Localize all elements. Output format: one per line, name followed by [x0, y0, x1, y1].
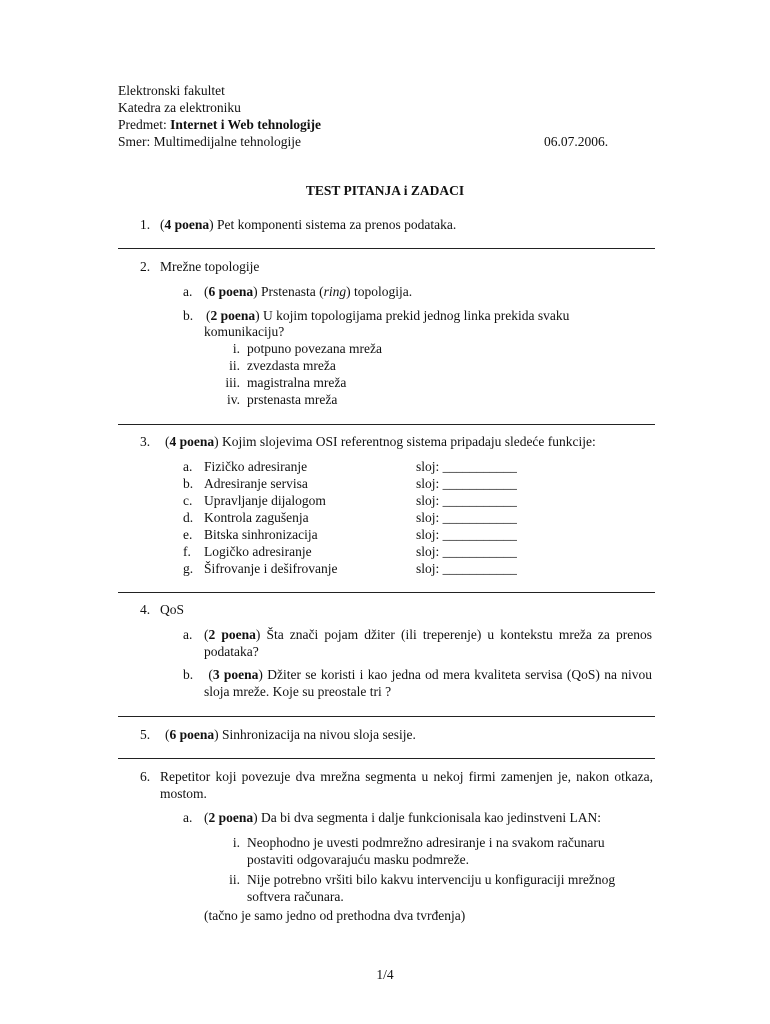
q2b-opt3: magistralna mreža	[247, 375, 347, 390]
q6a-opt1-num: i.	[232, 835, 240, 850]
q2b-opt4-num: iv.	[227, 392, 240, 407]
q6a-label: a.	[183, 810, 193, 825]
q3-number: 3.	[140, 434, 151, 449]
q2b-opt2-num: ii.	[229, 358, 240, 373]
q6a-opt2: Nije potrebno vršiti bilo kakvu intervenciju u konfiguraciji mrežnog	[247, 872, 616, 887]
q6a-note: (tačno je samo jedno od prethodna dva tvrđenja)	[204, 908, 466, 923]
q1-text: (4 poena) Pet komponenti sistema za prenos podataka.	[160, 217, 457, 232]
exam-date: 06.07.2006.	[544, 134, 609, 149]
faculty-name: Elektronski fakultet	[118, 83, 225, 98]
q3-item-d-blank: sloj: ___________	[416, 510, 517, 525]
q2b-label: b.	[183, 308, 194, 323]
q6a-opt2-cont: softvera računara.	[247, 889, 344, 904]
subject-label: Predmet:	[118, 117, 171, 132]
q3-item-e-blank: sloj: ___________	[416, 527, 517, 542]
q6a-opt2-num: ii.	[229, 872, 240, 887]
q2a-label: a.	[183, 284, 193, 299]
q3-item-a: Fizičko adresiranje	[204, 459, 308, 474]
q6a-text: (2 poena) Da bi dva segmenta i dalje funkcionisala kao jedinstveni LAN:	[204, 810, 602, 825]
divider-3	[118, 592, 655, 593]
q3-item-b-blank: sloj: ___________	[416, 476, 517, 491]
q2b-opt4: prstenasta mreža	[247, 392, 338, 407]
q2b-opt3-num: iii.	[225, 375, 240, 390]
divider-2	[118, 424, 655, 425]
q3-item-f-blank: sloj: ___________	[416, 544, 517, 559]
q3-item-c-label: c.	[183, 493, 193, 508]
q3-item-g-blank: sloj: ___________	[416, 561, 517, 576]
divider-1	[118, 248, 655, 249]
q2b-opt1-num: i.	[232, 341, 240, 356]
q5-number: 5.	[140, 727, 151, 742]
q3-item-f: Logičko adresiranje	[204, 544, 312, 559]
divider-5	[118, 758, 655, 759]
q3-item-b-label: b.	[183, 476, 194, 491]
q4-text: QoS	[160, 602, 185, 617]
subject-name: Internet i Web tehnologije	[170, 117, 321, 132]
q1-number: 1.	[140, 217, 151, 232]
q4-number: 4.	[140, 602, 151, 617]
page-number: 1/4	[376, 967, 394, 982]
q2b-text-cont: komunikaciju?	[204, 324, 285, 339]
q4a-label: a.	[183, 627, 193, 642]
q2b-text: (2 poena) U kojim topologijama prekid jednog linka prekida svaku	[206, 308, 570, 323]
q2b-opt2: zvezdasta mreža	[247, 358, 336, 373]
q6a-opt1: Neophodno je uvesti podmrežno adresiranje i na svakom računaru	[247, 835, 605, 850]
department-name: Katedra za elektroniku	[118, 100, 241, 115]
q2a-text: (6 poena) Prstenasta (ring) topologija.	[204, 284, 413, 299]
q4b-text: (3 poena) Džiter se koristi i kao jedna od mera kvaliteta servisa (QoS) na nivou sloja mreže. Koje su preostale tri ?	[204, 667, 653, 699]
q3-item-d: Kontrola zagušenja	[204, 510, 309, 525]
q3-item-a-blank: sloj: ___________	[416, 459, 517, 474]
q4b-label: b.	[183, 667, 194, 682]
divider-4	[118, 716, 655, 717]
q6a-opt1-cont: postaviti odgovarajuću masku podmreže.	[247, 852, 469, 867]
q2b-opt1: potpuno povezana mreža	[247, 341, 382, 356]
q3-item-d-label: d.	[183, 510, 194, 525]
q6-number: 6.	[140, 769, 151, 784]
q2-number: 2.	[140, 259, 151, 274]
track-line: Smer: Multimedijalne tehnologije	[118, 134, 301, 149]
q2-text: Mrežne topologije	[160, 259, 260, 274]
q1-points: 4 poena	[164, 217, 210, 232]
q6-text: Repetitor koji povezuje dva mrežna segmenta u nekoj firmi zamenjen je, nakon otkaza, mostom.	[160, 769, 653, 801]
q3-item-g: Šifrovanje i dešifrovanje	[204, 561, 338, 576]
q3-item-e-label: e.	[183, 527, 193, 542]
subject-line	[118, 116, 321, 133]
q3-item-c: Upravljanje dijalogom	[204, 493, 326, 508]
q4a-text: (2 poena) Šta znači pojam džiter (ili treperenje) u kontekstu mreža za prenos podataka?	[204, 627, 652, 659]
q3-item-c-blank: sloj: ___________	[416, 493, 517, 508]
q3-item-f-label: f.	[183, 544, 191, 559]
q5-text: (6 poena) Sinhronizacija na nivou sloja sesije.	[165, 727, 416, 742]
q3-item-g-label: g.	[183, 561, 194, 576]
q3-text: (4 poena) Kojim slojevima OSI referentnog sistema pripadaju sledeće funkcije:	[165, 434, 596, 449]
q3-item-e: Bitska sinhronizacija	[204, 527, 318, 542]
page-title: TEST PITANJA i ZADACI	[305, 183, 465, 198]
q3-item-b: Adresiranje servisa	[204, 476, 308, 491]
q3-item-a-label: a.	[183, 459, 193, 474]
